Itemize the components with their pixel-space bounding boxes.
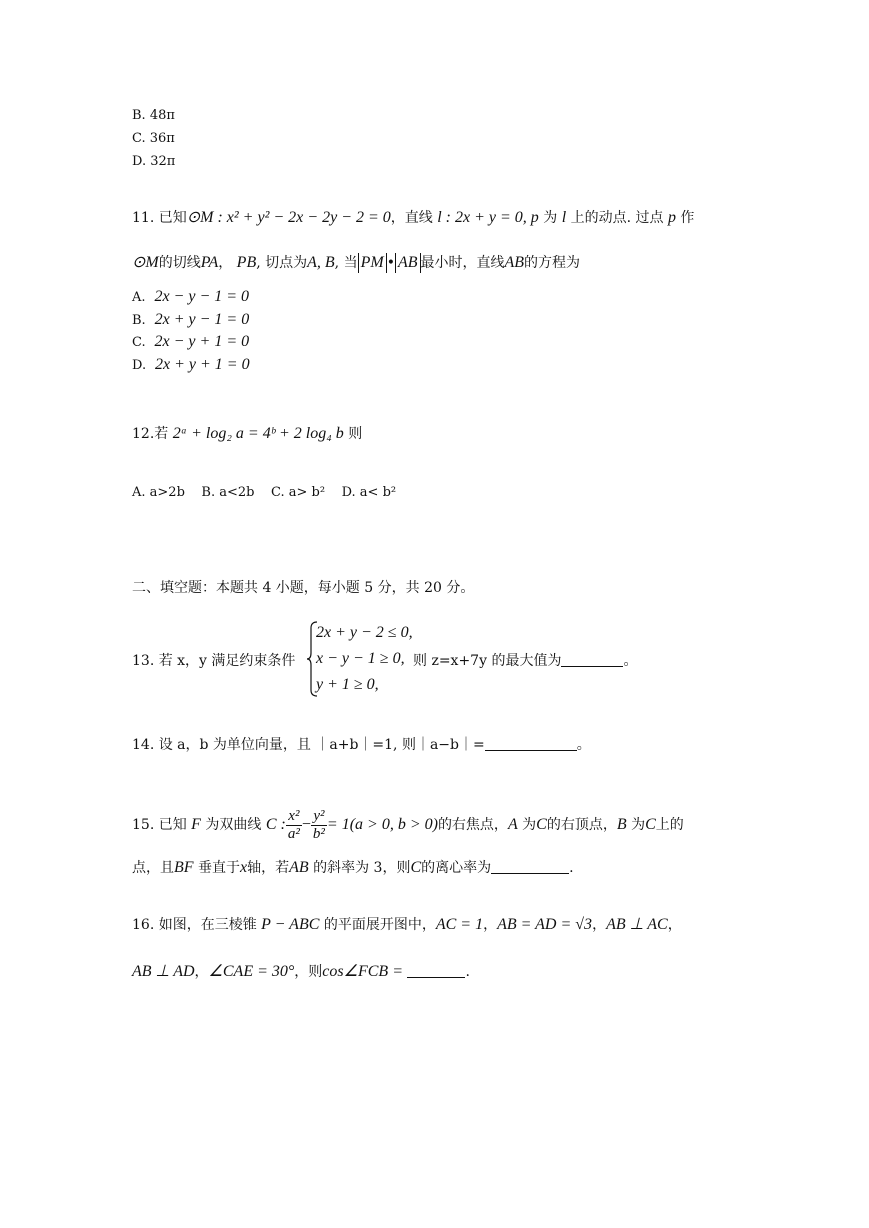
q11-line1 [132, 208, 694, 228]
q15-end: . [569, 860, 574, 876]
q15-text-a: 15. 已知 [132, 817, 187, 833]
q13-constraint-2: x − y − 1 ≥ 0, [316, 650, 405, 667]
q15-b: B [616, 816, 627, 833]
option-label: D. [132, 358, 147, 373]
q11-pb: PB [236, 254, 257, 271]
q11-text-e: 作 [680, 210, 695, 226]
q16-line2-c: ，则 [294, 964, 323, 980]
option-c-prev: C. 36π [132, 131, 175, 146]
q15-c2: C [536, 816, 547, 833]
q11-pa: PA [200, 254, 219, 271]
q11-line2-d: ， [218, 255, 233, 271]
q13-suffix-line [413, 651, 637, 671]
q15-text-e: 的右顶点， [546, 817, 617, 833]
q16-perp1: AB ⊥ AC [606, 916, 668, 933]
option-label: B. [132, 313, 146, 328]
q15-minus: − [301, 816, 311, 833]
q16-ac: AC = 1 [435, 916, 484, 933]
q15-line2-a: 点，且 [132, 860, 174, 876]
q12-options: A. a>2b B. a<2b C. a> b² D. a< b² [132, 485, 397, 500]
q16-perp2: AB ⊥ AD [132, 963, 195, 980]
q16-line2-b: ， [194, 964, 209, 980]
q15-line2-d: 的斜率为 3，则 [313, 860, 411, 876]
q11-text-a: 已知 [158, 210, 187, 226]
q16-line1 [132, 915, 682, 935]
q13-answer-blank[interactable] [561, 652, 623, 667]
q12-text-a: 若 [154, 426, 169, 442]
q15-c-colon: C : [265, 816, 286, 833]
q16-text-e: ， [667, 917, 682, 933]
q11-line-equation: l : 2x + y = 0, p [437, 209, 539, 226]
q15-ab: AB [289, 859, 309, 876]
q16-text-c: ， [483, 917, 498, 933]
q16-text-d: ， [592, 917, 607, 933]
q15-frac2-den: b² [312, 825, 325, 842]
q11-abs-pm: PM [358, 253, 387, 273]
q11-dot: • [386, 255, 395, 271]
q12-line [132, 424, 362, 444]
option-d-prev: D. 32π [132, 154, 176, 169]
q15-text-b: 为双曲线 [205, 817, 262, 833]
q16-text-a: 16. 如图，在三棱锥 [132, 917, 257, 933]
q11-line2-b: 的切线 [158, 255, 201, 271]
q11-text-c: 为 [543, 210, 558, 226]
q15-line2-e: 的离心率为 [421, 860, 492, 876]
q11-circle-equation: ⊙M : x² + y² − 2x − 2y − 2 = 0 [186, 209, 391, 226]
q11-l: l [561, 209, 567, 226]
q16-end: . [465, 964, 470, 980]
q11-option-d [132, 355, 250, 376]
q11-option-b [132, 310, 249, 331]
q16-angle: ∠CAE = 30° [208, 963, 295, 980]
option-value: 2x + y + 1 = 0 [155, 356, 250, 373]
q11-line2-f: , 切点为 [256, 255, 308, 271]
q16-line2 [132, 962, 470, 982]
q11-abs-ab: AB [395, 253, 421, 273]
q15-frac1-num: x² [286, 808, 302, 826]
q11-line2-h: , 当 [334, 255, 358, 271]
q11-line2-i: 最小时，直线 [420, 255, 505, 271]
q15-rest: = 1(a > 0, b > 0) [326, 816, 438, 833]
q11-p: p [667, 209, 676, 226]
q14-answer-blank[interactable] [485, 736, 577, 751]
q15-fraction-y [311, 808, 327, 843]
option-value: 2x + y − 1 = 0 [154, 311, 250, 328]
q15-a: A [507, 816, 518, 833]
q15-bf: BF [174, 859, 194, 876]
q15-x: x [240, 859, 248, 876]
q12-number: 12. [132, 426, 155, 442]
option-value: 2x − y + 1 = 0 [154, 333, 250, 350]
q11-option-c [132, 332, 249, 353]
q15-line2-c: 轴，若 [247, 860, 290, 876]
q11-circle-m: ⊙M [132, 254, 159, 271]
q15-c4: C [410, 859, 422, 876]
q14-end: 。 [576, 737, 591, 753]
q16-answer-blank[interactable] [407, 963, 465, 978]
q13-prefix: 13. 若 x，y 满足约束条件 [132, 653, 296, 669]
q16-abad: AB = AD = √3 [497, 916, 593, 933]
q12-text-b: 则 [348, 426, 363, 442]
q15-line1 [132, 805, 684, 845]
q15-f: F [191, 816, 201, 833]
q15-fraction-x [286, 808, 302, 843]
section-2-header: 二、填空题：本题共 4 小题，每小题 5 分，共 20 分。 [132, 580, 475, 596]
q15-answer-blank[interactable] [491, 859, 569, 874]
q16-cos: cos∠FCB = [322, 963, 403, 980]
q11-line2 [132, 253, 580, 273]
q11-text-b: ，直线 [390, 210, 433, 226]
q15-c3: C [645, 816, 656, 833]
q15-line2 [132, 858, 574, 878]
option-b-prev: B. 48π [132, 108, 175, 123]
q13-end: 。 [623, 653, 638, 669]
q15-text-f: 为 [631, 817, 646, 833]
q15-line2-b: 垂直于 [198, 860, 240, 876]
option-value: 2x − y − 1 = 0 [154, 288, 250, 305]
q15-frac1-den: a² [287, 825, 300, 842]
q11-text-d: 上的动点. 过点 [570, 210, 664, 226]
q15-text-d: 为 [522, 817, 537, 833]
q11-number: 11. [132, 210, 155, 226]
q15-text-c: 的右焦点， [437, 817, 508, 833]
q15-frac2-num: y² [311, 808, 327, 826]
q13-constraint-1: 2x + y − 2 ≤ 0, [316, 624, 413, 641]
q11-option-a [132, 287, 249, 308]
q16-text-b: 的平面展开图中， [323, 917, 436, 933]
q11-line2-k: 的方程为 [524, 255, 581, 271]
q11-ab-points: A, B [307, 254, 335, 271]
q11-ab-line: AB [504, 254, 525, 271]
q14-text: 14. 设 a，b 为单位向量，且 ｜a+b｜=1, 则｜a−b｜= [132, 737, 485, 753]
option-label: A. [132, 290, 146, 305]
q13-suffix: 则 z=x+7y 的最大值为 [413, 653, 562, 669]
q14-line [132, 735, 591, 755]
q13-constraint-3: y + 1 ≥ 0, [316, 676, 379, 693]
q12-expression: 2ᵃ + log₂ a = 4ᵇ + 2 log₄ b [172, 425, 344, 442]
q16-pabc: P − ABC [261, 916, 320, 933]
q15-text-g: 上的 [655, 817, 684, 833]
option-label: C. [132, 335, 146, 350]
